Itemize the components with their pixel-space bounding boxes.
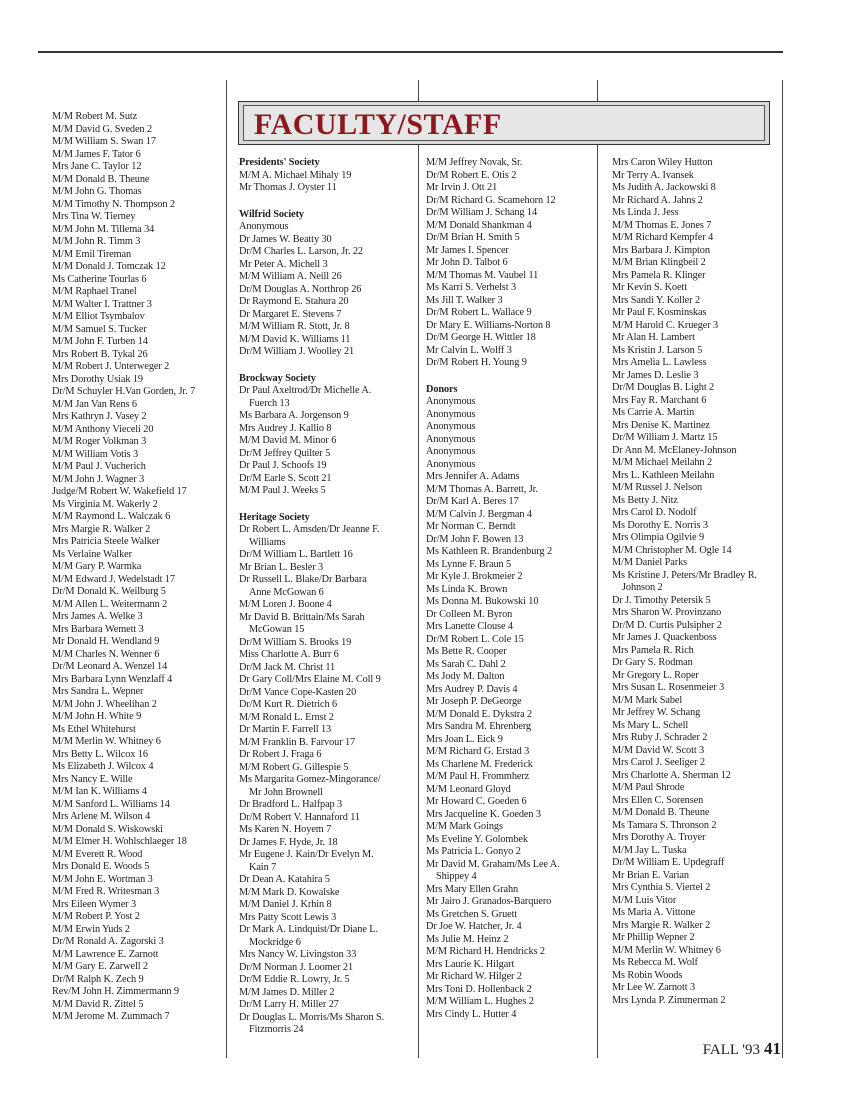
donor-name: Ms Maria A. Vittone (612, 907, 696, 918)
donor-list (52, 111, 222, 1024)
donor-name: Dr Robert L. Amsden/Dr Jeanne F. (239, 524, 380, 535)
donor-name: Dr James W. Beatty 30 (239, 233, 332, 245)
donor-name: M/M Raphael Tranel (52, 286, 137, 297)
donor-name: Miss Charlotte A. Burr 6 (239, 649, 339, 660)
donor-name: M/M Samuel S. Tucker (52, 323, 147, 335)
donor-name: Mr James J. Quackenboss (612, 632, 717, 643)
donor-name: M/M Loren J. Boone 4 (239, 599, 332, 610)
donor-name: Mrs Charlotte A. Sherman 12 (612, 769, 731, 781)
column-divider (782, 80, 783, 1058)
donor-name: M/M Emil Tireman (52, 248, 132, 260)
column-divider (597, 80, 598, 1058)
donor-name: Mrs Fay R. Marchant 6 (612, 394, 707, 406)
donor-name-continuation: Williams (249, 536, 286, 548)
donor-name: Dr/M Jack M. Christ 11 (239, 661, 336, 673)
donor-name-continuation: Shippey 4 (436, 871, 477, 882)
donor-name: Mr Peter A. Michell 3 (239, 258, 328, 270)
society-heading: Heritage Society (239, 511, 310, 523)
donor-name: M/M Donald S. Wiskowski (52, 823, 163, 835)
donor-name: M/M Mark Goings (426, 821, 503, 832)
donor-name: M/M William S. Swan 17 (52, 136, 156, 147)
donor-name: M/M Ian K. Williams 4 (52, 786, 147, 797)
donor-name: Dr/M Robert V. Hannaford 11 (239, 811, 360, 823)
donor-name: Dr/M Jeffrey Quilter 5 (239, 447, 331, 459)
donor-name: M/M William Votis 3 (52, 448, 139, 460)
donor-name: Anonymous (426, 408, 476, 420)
donor-name: Mrs Arlene M. Wilson 4 (52, 811, 151, 822)
donor-name: Dr/M Karl A. Beres 17 (426, 496, 519, 507)
donor-name: Dr Ann M. McElaney-Johnson (612, 444, 737, 456)
donor-name: Anonymous (426, 433, 476, 445)
donor-name: Mr James D. Leslie 3 (612, 369, 699, 381)
donor-name: M/M Donald E. Dykstra 2 (426, 708, 533, 720)
donor-name: Mrs James A. Welke 3 (52, 611, 143, 622)
donor-name: Mrs Barbara J. Kimpton (612, 244, 710, 256)
donor-name: Mrs Pamela R. Rich (612, 644, 694, 656)
section-banner-inner (243, 105, 765, 141)
donor-name: Ms Betty J. Nitz (612, 494, 678, 506)
donor-name: M/M Christopher M. Ogle 14 (612, 544, 732, 556)
donor-name: M/M Fred R. Writesman 3 (52, 886, 160, 897)
donor-name: M/M Merlin W. Whitney 6 (612, 944, 721, 956)
donor-name: Ms Lynne F. Braun 5 (426, 558, 512, 570)
donor-name: M/M Lawrence E. Zarnott (52, 948, 159, 960)
donor-name: Mrs Jennifer A. Adams (426, 471, 520, 482)
donor-name: M/M Elliot Tsymbalov (52, 311, 145, 322)
donor-name: Mr Joseph P. DeGeorge (426, 696, 522, 707)
donor-name: Ms Virginia M. Wakerly 2 (52, 498, 158, 510)
donor-name: Ms Donna M. Bukowski 10 (426, 596, 539, 607)
donor-name-continuation: Johnson 2 (622, 582, 663, 593)
donor-name: Dr/M Norman J. Loomer 21 (239, 961, 353, 973)
donor-name: Ms Elizabeth J. Wilcox 4 (52, 761, 154, 772)
donor-name: Mrs Barbara Lynn Wenzlaff 4 (52, 673, 173, 685)
donor-name: M/M David M. Minor 6 (239, 435, 337, 446)
donor-name: Mrs Ruby J. Schrader 2 (612, 732, 708, 743)
donor-name: Dr Colleen M. Byron (426, 608, 513, 620)
donor-name: M/M Donald J. Tomczak 12 (52, 261, 166, 272)
donor-name: Mr Alan H. Lambert (612, 332, 695, 343)
donor-name: Mrs Patricia Steele Walker (52, 536, 160, 547)
donor-name: Mr Lee W. Zarnott 3 (612, 982, 696, 993)
donor-name: M/M Timothy N. Thompson 2 (52, 198, 175, 210)
donor-name: Mr David M. Graham/Ms Lee A. (426, 858, 560, 870)
donor-name-continuation: Fitzmorris 24 (249, 1024, 304, 1035)
donor-name: Anonymous (426, 446, 476, 457)
donor-list (426, 157, 594, 1021)
donor-name: Dr/M Douglas A. Northrop 26 (239, 283, 362, 295)
donor-name: Mr Donald H. Wendland 9 (52, 636, 160, 647)
donor-name: Dr/M William L. Bartlett 16 (239, 549, 353, 560)
donor-name: M/M Jay L. Tuska (612, 844, 687, 856)
donor-name: M/M Charles N. Wenner 6 (52, 648, 160, 660)
column-divider (418, 80, 419, 1058)
donor-name: Mrs Denise K. Martinez (612, 419, 710, 431)
donor-name: M/M Richard G. Erstad 3 (426, 746, 530, 757)
donor-name: Mrs Carol J. Seeliger 2 (612, 757, 705, 768)
donor-name: Anonymous (426, 396, 476, 407)
society-heading: Wilfrid Society (239, 208, 304, 220)
donor-name: Mrs Toni D. Hollenback 2 (426, 983, 532, 995)
donor-name: Mrs Audrey J. Kallio 8 (239, 422, 332, 434)
donor-name: M/M Brian Klingbeil 2 (612, 257, 706, 268)
donor-name: M/M David W. Scott 3 (612, 744, 705, 756)
donor-name: M/M Daniel Parks (612, 557, 688, 568)
donor-name: M/M David K. Williams 11 (239, 333, 351, 345)
society-heading: Donors (426, 383, 458, 395)
page-footer (703, 1039, 781, 1059)
donor-name: Mrs Carol D. Nodolf (612, 507, 697, 518)
donor-name-continuation: Mr John Brownell (249, 786, 323, 798)
donor-name: Dr/M William J. Woolley 21 (239, 346, 355, 357)
donor-name: Dr/M Robert L. Cole 15 (426, 633, 524, 645)
donor-name: Rev/M John H. Zimmermann 9 (52, 986, 179, 997)
donor-name: Dr/M Donald K. Weilburg 5 (52, 586, 166, 597)
donor-name: Dr/M Charles L. Larson, Jr. 22 (239, 246, 363, 257)
donor-name: Dr/M Larry H. Miller 27 (239, 999, 339, 1010)
donor-name: Mrs Jacqueline K. Goeden 3 (426, 808, 541, 820)
donor-name: M/M William A. Neill 26 (239, 271, 342, 282)
donor-name: M/M Gary E. Zarwell 2 (52, 961, 148, 972)
donor-name: Ms Ethel Whitehurst (52, 723, 136, 735)
donor-name: Mr Thomas J. Oyster 11 (239, 182, 337, 193)
donor-name: Dr/M William E. Updegraff (612, 857, 725, 868)
donor-name: Dr/M Ralph K. Zech 9 (52, 973, 144, 985)
donor-name: M/M John F. Turben 14 (52, 336, 148, 347)
donor-name: M/M Ronald L. Ernst 2 (239, 711, 334, 723)
donor-name: Dr Mary E. Williams-Norton 8 (426, 319, 551, 331)
donor-name: Mrs Caron Wiley Hutton (612, 157, 713, 168)
donor-name: Mrs Dorothy Usiak 19 (52, 373, 143, 385)
donor-name: M/M Richard Kempfer 4 (612, 232, 714, 243)
donor-name: Mrs Joan L. Eick 9 (426, 733, 503, 745)
donor-name: Mrs Mary Ellen Grahn (426, 883, 519, 895)
donor-name: M/M Walter I. Trattner 3 (52, 298, 152, 310)
donor-name: Ms Catherine Tourlas 6 (52, 273, 147, 285)
donor-name: M/M Anthony Vieceli 20 (52, 423, 154, 435)
donor-list (239, 157, 415, 1037)
top-rule (38, 51, 783, 53)
donor-name: Mrs Sandi Y. Koller 2 (612, 294, 700, 306)
donor-name: M/M William L. Hughes 2 (426, 996, 534, 1007)
donor-name: Ms Jody M. Dalton (426, 671, 505, 682)
donor-name: M/M Thomas A. Barrett, Jr. (426, 483, 538, 495)
donor-name: Mrs Robert B. Tykal 26 (52, 348, 148, 360)
donor-name: M/M William R. Stott, Jr. 8 (239, 321, 350, 332)
donor-name: Ms Sarah C. Dahl 2 (426, 658, 506, 670)
donor-name: Mrs Eileen Wymer 3 (52, 898, 137, 910)
donor-name: Dr Margaret E. Stevens 7 (239, 308, 342, 320)
donor-name: M/M Raymond L. Walczak 6 (52, 511, 171, 522)
donor-name: Mrs Audrey P. Davis 4 (426, 683, 518, 695)
donor-name: Ms Verlaine Walker (52, 548, 132, 560)
donor-name: Ms Julie M. Heinz 2 (426, 933, 509, 945)
donor-name: Mrs Dorothy A. Troyer (612, 832, 706, 843)
donor-name: Ms Bette R. Cooper (426, 646, 507, 657)
donor-name: Dr Gary Coll/Mrs Elaine M. Coll 9 (239, 674, 381, 685)
donor-name: Ms Eveline Y. Golombek (426, 833, 528, 845)
donor-name: Ms Rebecca M. Wolf (612, 957, 698, 968)
donor-name: Dr/M Vance Cope-Kasten 20 (239, 686, 357, 698)
donor-name: M/M Sanford L. Williams 14 (52, 798, 170, 810)
donor-name: Mrs Lynda P. Zimmerman 2 (612, 994, 726, 1006)
donor-name: Ms Jill T. Walker 3 (426, 294, 503, 306)
donor-name: Ms Margarita Gomez-Mingorance/ (239, 774, 381, 785)
donor-name: Dr Gary S. Rodman (612, 657, 693, 668)
donor-name: Ms Carrie A. Martin (612, 407, 695, 418)
donor-name: Mr Jairo J. Granados-Barquero (426, 896, 552, 907)
donor-name: M/M Daniel J. Krhin 8 (239, 899, 332, 910)
donor-name: Ms Barbara A. Jorgenson 9 (239, 410, 349, 421)
donor-name: M/M James F. Tator 6 (52, 148, 141, 160)
donor-name: Mrs Cynthia S. Viertel 2 (612, 882, 711, 893)
donor-name-continuation: Mockridge 6 (249, 936, 301, 948)
donor-name: Ms Karri S. Verhelst 3 (426, 282, 516, 293)
donor-name: Mr Calvin L. Wolff 3 (426, 344, 512, 356)
donor-name: M/M John J. Wheelihan 2 (52, 698, 157, 710)
donor-name: M/M Robert M. Sutz (52, 111, 138, 122)
donor-name: M/M Donald B. Theune (612, 807, 710, 818)
donor-name: Ms Mary L. Schell (612, 719, 689, 731)
donor-name: Dr/M George H. Wittler 18 (426, 332, 536, 343)
donor-name-continuation: McGowan 15 (249, 624, 305, 635)
donor-name: Dr/M Douglas B. Light 2 (612, 382, 715, 393)
donor-name: M/M Jeffrey Novak, Sr. (426, 157, 523, 168)
donor-name: Mrs Betty L. Wilcox 16 (52, 748, 148, 760)
donor-name: Dr/M Robert H. Young 9 (426, 357, 527, 368)
donor-name: Mrs Laurie K. Hilgart (426, 958, 515, 970)
donor-name: Judge/M Robert W. Wakefield 17 (52, 486, 187, 497)
donor-name: Dr/M Brian H. Smith 5 (426, 232, 520, 243)
donor-name: Mr Richard W. Hilger 2 (426, 971, 522, 982)
donor-name: Mr Norman C. Berndt (426, 521, 516, 532)
donor-name: Mrs Susan L. Rosenmeier 3 (612, 682, 725, 693)
donor-name: Dr Robert J. Fraga 6 (239, 749, 322, 760)
section-title: FACULTY/STAFF (254, 108, 502, 141)
donor-name: Ms Dorothy E. Norris 3 (612, 519, 708, 531)
donor-name: Dr/M Eddie R. Lowry, Jr. 5 (239, 974, 350, 985)
donor-name: Mr Kevin S. Koett (612, 282, 687, 293)
donor-name: Dr/M William S. Brooks 19 (239, 636, 352, 648)
donor-name: Mr Gregory L. Roper (612, 669, 699, 681)
donor-name: M/M John H. White 9 (52, 711, 142, 722)
donor-name: M/M Erwin Yuds 2 (52, 923, 130, 935)
donor-name: Mr Terry A. Ivansek (612, 169, 694, 181)
donor-name: Dr Joe W. Hatcher, Jr. 4 (426, 921, 522, 932)
donor-name: M/M John J. Wagner 3 (52, 473, 145, 485)
donor-name: Dr/M Kurt R. Dietrich 6 (239, 699, 338, 710)
donor-name: Dr/M Robert L. Wallace 9 (426, 307, 532, 318)
donor-name: M/M Jan Van Rens 6 (52, 398, 137, 410)
donor-name: Dr/M Richard G. Scamehorn 12 (426, 194, 556, 206)
donor-name: M/M Leonard Gloyd (426, 783, 511, 795)
society-heading: Brockway Society (239, 372, 316, 384)
donor-name: M/M Mark Sabel (612, 694, 683, 706)
donor-name-continuation: Anne McGowan 6 (249, 586, 324, 598)
donor-name: M/M Paul H. Frommherz (426, 771, 530, 782)
page-number: 41 (764, 1039, 781, 1058)
society-heading: Presidents' Society (239, 157, 320, 168)
donor-name: Ms Karen N. Hoyem 7 (239, 824, 332, 835)
donor-name: Mrs Sharon W. Provinzano (612, 607, 722, 618)
donor-name: Ms Charlene M. Frederick (426, 758, 533, 770)
donor-name: Mr James I. Spencer (426, 244, 509, 256)
donor-name: Dr Bradford L. Halfpap 3 (239, 799, 343, 810)
donor-name: Anonymous (426, 458, 476, 470)
donor-name: M/M Donald Shankman 4 (426, 219, 532, 231)
donor-name: Anonymous (239, 221, 289, 232)
donor-name: Dr/M D. Curtis Pulsipher 2 (612, 619, 722, 631)
donor-name: Mrs Sandra L. Wepner (52, 686, 144, 697)
donor-name: M/M Russel J. Nelson (612, 482, 703, 493)
issue-label: FALL '93 (702, 1042, 760, 1058)
donor-name: Ms Robin Woods (612, 969, 683, 981)
donor-name: Mrs Nancy W. Livingston 33 (239, 949, 357, 960)
donor-name: Mr Phillip Wepner 2 (612, 932, 695, 943)
donor-name: Mrs Donald E. Woods 5 (52, 861, 150, 872)
donor-name: Dr Douglas L. Morris/Ms Sharon S. (239, 1011, 385, 1023)
column-divider (226, 80, 227, 1058)
donor-name: M/M Gary P. Warmka (52, 561, 142, 572)
donor-name: Dr/M Ronald A. Zagorski 3 (52, 936, 164, 947)
donor-name: Mrs Patty Scott Lewis 3 (239, 911, 337, 923)
donor-name: M/M John M. Tillema 34 (52, 223, 155, 235)
donor-name: Mrs Margie R. Walker 2 (612, 919, 711, 931)
donor-name: M/M John R. Timm 3 (52, 236, 141, 247)
donor-name: Mrs L. Kathleen Meilahn (612, 469, 715, 481)
donor-name: Mrs Nancy E. Wille (52, 773, 133, 785)
donor-name: Mrs Pamela R. Klinger (612, 269, 706, 281)
donor-name: Mrs Jane C. Taylor 12 (52, 161, 142, 172)
donor-name: Mr Eugene J. Kain/Dr Evelyn M. (239, 849, 374, 860)
donor-name: M/M Richard H. Hendricks 2 (426, 946, 545, 957)
donor-name: Mr Brian L. Besler 3 (239, 561, 324, 573)
donor-name: Mrs Sandra M. Ehrenberg (426, 721, 532, 732)
donor-name: Mrs Lanette Clouse 4 (426, 621, 513, 632)
donor-name: Mrs Olimpia Ogilvie 9 (612, 532, 704, 543)
donor-name: Dr Dean A. Katahira 5 (239, 874, 330, 885)
donor-name: Dr Martin F. Farrell 13 (239, 724, 332, 735)
donor-name: M/M Robert G. Gillespie 5 (239, 761, 349, 773)
donor-name: Mr John D. Talbot 6 (426, 257, 508, 268)
donor-name: M/M Allen L. Weitermann 2 (52, 598, 168, 610)
donor-name: Anonymous (426, 421, 476, 432)
donor-name: Mrs Margie R. Walker 2 (52, 523, 151, 535)
donor-name: M/M Everett R. Wood (52, 848, 143, 860)
donor-name: M/M Paul Shrode (612, 782, 685, 793)
donor-name: Ms Kathleen R. Brandenburg 2 (426, 546, 552, 557)
donor-name: Ms Kristine J. Peters/Mr Bradley R. (612, 569, 757, 581)
donor-name: Ms Linda J. Jess (612, 207, 679, 218)
donor-name: M/M John E. Wortman 3 (52, 873, 153, 885)
donor-name: M/M Merlin W. Whitney 6 (52, 736, 161, 747)
donor-name: Dr Paul Axeltrod/Dr Michelle A. (239, 385, 372, 396)
donor-name: Dr/M Leonard A. Wenzel 14 (52, 661, 168, 672)
donor-name: M/M Harold C. Krueger 3 (612, 319, 719, 331)
donor-name: Mrs Ellen C. Sorensen (612, 794, 704, 806)
donor-name: Ms Judith A. Jackowski 8 (612, 182, 716, 193)
donor-name: Dr Mark A. Lindquist/Dr Diane L. (239, 924, 378, 935)
donor-name: Mrs Tina W. Tierney (52, 211, 136, 222)
donor-name: Mr Richard A. Jahns 2 (612, 194, 703, 206)
donor-name: Dr/M John F. Bowen 13 (426, 533, 524, 545)
donor-name: Mr Irvin J. Ott 21 (426, 182, 498, 193)
donor-name: Mrs Kathryn J. Vasey 2 (52, 411, 147, 422)
donor-name: M/M Jerome M. Zummach 7 (52, 1011, 170, 1022)
donor-name: Ms Tamara S. Thronson 2 (612, 819, 717, 831)
donor-name: M/M Donald B. Theune (52, 173, 150, 185)
donor-name: Ms Gretchen S. Gruett (426, 908, 518, 920)
donor-name: Mr Kyle J. Brokmeier 2 (426, 571, 523, 582)
donor-name: Mr Paul F. Kosminskas (612, 307, 707, 318)
donor-name: M/M James D. Miller 2 (239, 986, 335, 998)
donor-name: M/M A. Michael Mihaly 19 (239, 169, 352, 181)
donor-name: Ms Kristin J. Larson 5 (612, 344, 703, 356)
donor-name: M/M Edward J. Wedelstadt 17 (52, 573, 175, 585)
donor-name: M/M David R. Zittel 5 (52, 998, 144, 1010)
donor-name: Dr James F. Hyde, Jr. 18 (239, 836, 338, 848)
donor-name: M/M Thomas M. Vaubel 11 (426, 269, 539, 281)
donor-name: M/M Robert P. Yost 2 (52, 911, 140, 922)
donor-name: Dr J. Timothy Petersik 5 (612, 594, 711, 606)
donor-name: M/M David G. Sveden 2 (52, 123, 153, 135)
donor-name: Dr/M Earle S. Scott 21 (239, 472, 332, 484)
donor-name: Mr Howard C. Goeden 6 (426, 796, 527, 807)
section-banner (238, 101, 770, 145)
donor-name: M/M Thomas E. Jones 7 (612, 219, 712, 231)
donor-name: Mr David B. Brittain/Ms Sarah (239, 611, 365, 623)
donor-name: Dr/M William J. Martz 15 (612, 432, 718, 443)
donor-name: Ms Linda K. Brown (426, 583, 508, 595)
donor-name: Dr Paul J. Schoofs 19 (239, 460, 327, 471)
donor-name: Mrs Cindy L. Hutter 4 (426, 1008, 517, 1020)
donor-name: M/M Paul J. Weeks 5 (239, 485, 326, 496)
donor-name: M/M Elmer H. Wohlschlaeger 18 (52, 836, 187, 847)
donor-name-continuation: Kain 7 (249, 861, 277, 873)
donor-name: M/M Franklin B. Farvour 17 (239, 736, 356, 748)
donor-name: M/M Paul J. Vucherich (52, 461, 146, 472)
donor-name: Dr/M Schuyler H.Van Gorden, Jr. 7 (52, 386, 196, 397)
donor-name: Mrs Barbara Wemett 3 (52, 623, 144, 635)
donor-name: M/M Luis Vitor (612, 894, 677, 906)
donor-name: M/M Calvin J. Bergman 4 (426, 508, 532, 520)
donor-name: M/M Robert J. Unterweger 2 (52, 361, 170, 372)
donor-name: Dr/M Robert E. Otis 2 (426, 169, 517, 181)
donor-name: Mrs Amelia L. Lawless (612, 357, 707, 368)
donor-name: M/M John G. Thomas (52, 186, 142, 197)
donor-name: Mr Jeffrey W. Schang (612, 707, 701, 718)
donor-name: Dr Raymond E. Stahura 20 (239, 296, 349, 307)
donor-name: Dr Russell L. Blake/Dr Barbara (239, 574, 367, 585)
donor-name: Ms Patricia L. Gonyo 2 (426, 846, 521, 857)
donor-name: M/M Roger Volkman 3 (52, 436, 147, 447)
donor-name: M/M Mark D. Kowalske (239, 886, 340, 898)
donor-name: Dr/M William J. Schang 14 (426, 207, 538, 218)
donor-name: Mr Brian E. Varian (612, 869, 689, 881)
donor-name-continuation: Fuerch 13 (249, 397, 290, 409)
donor-list (612, 157, 780, 1007)
donor-name: M/M Michael Meilahn 2 (612, 457, 712, 468)
